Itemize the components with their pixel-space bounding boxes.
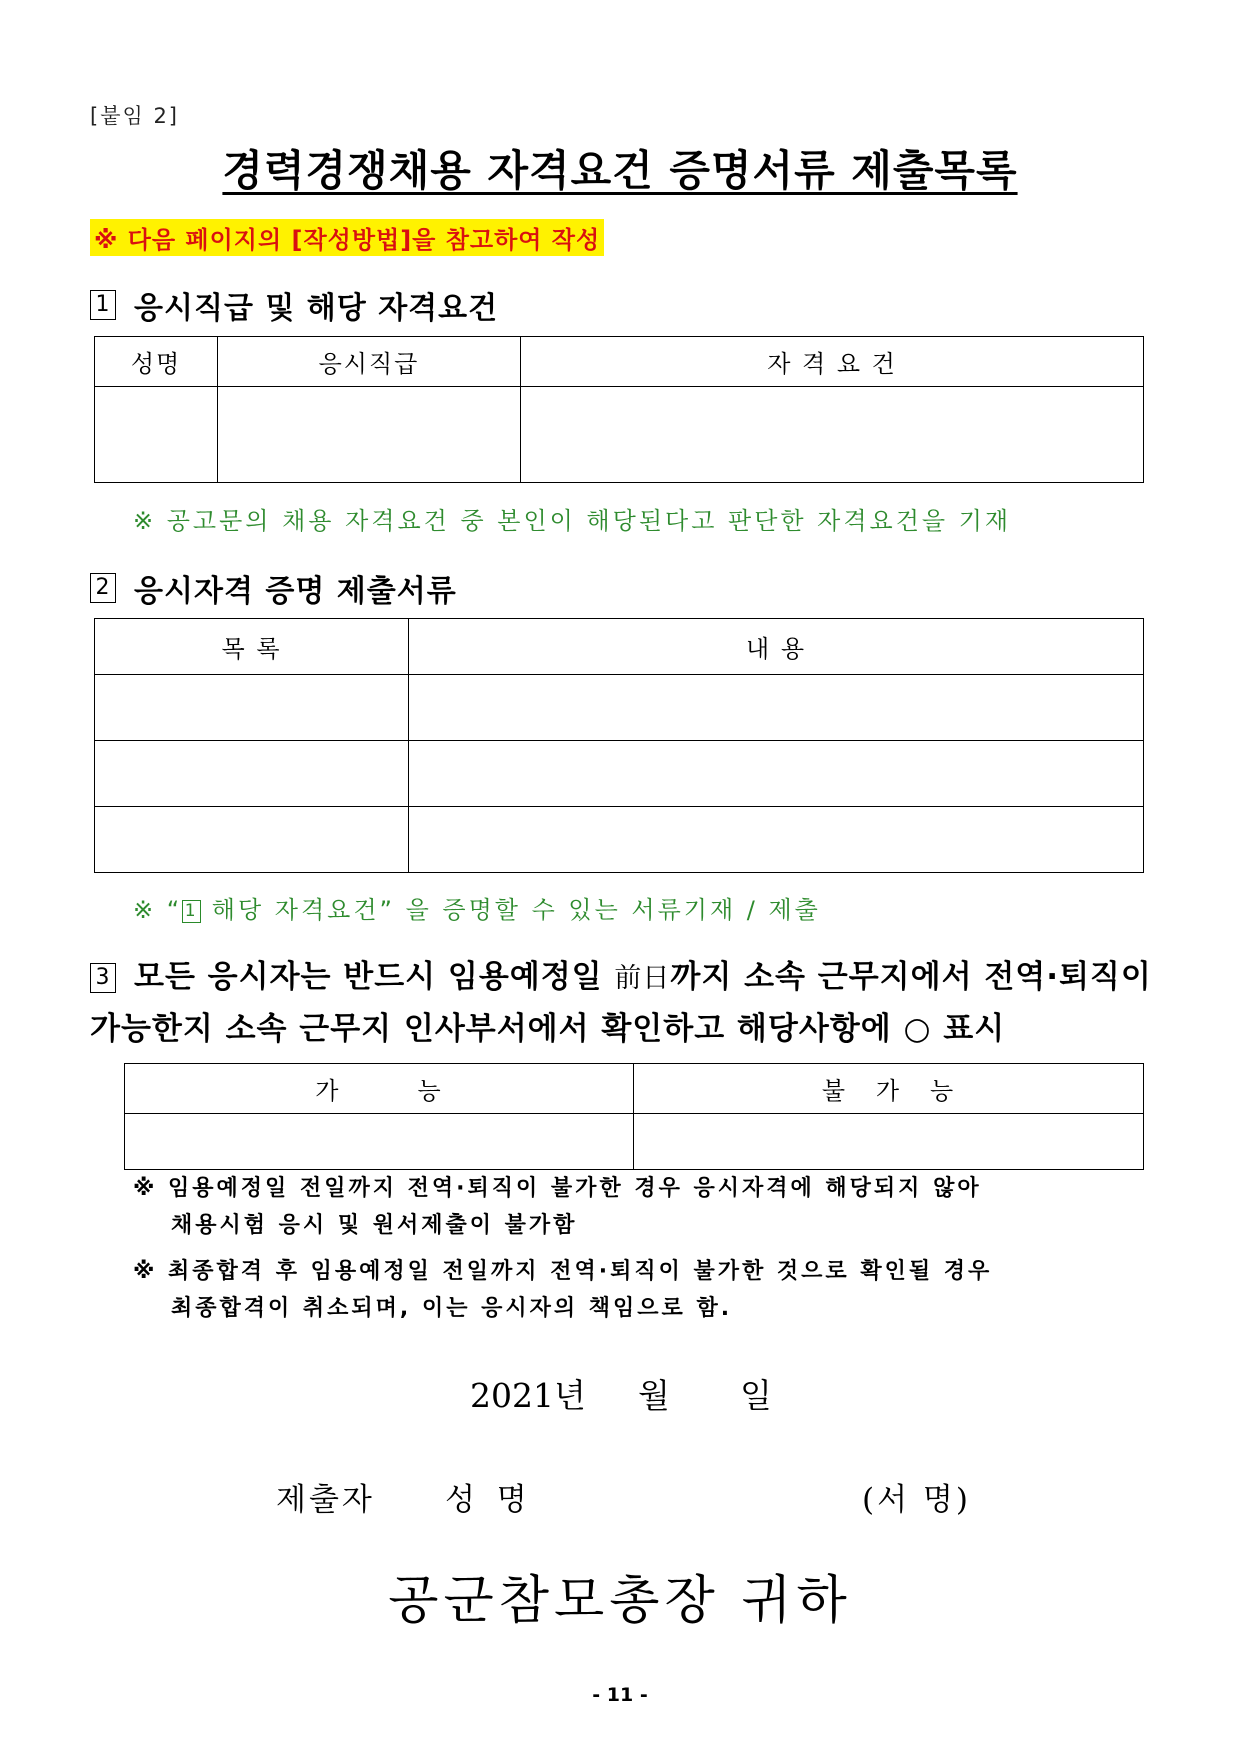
section3-number: 3 (90, 963, 116, 993)
header-name: 성명 (95, 337, 218, 387)
signature-label: (서 명) (862, 1482, 971, 1518)
section1-title: 응시직급 및 해당 자격요건 (134, 291, 499, 326)
section2-note-number: 1 (182, 900, 201, 923)
section2-title: 응시자격 증명 제출서류 (134, 574, 457, 609)
document-content-cell[interactable] (409, 807, 1144, 873)
date-day: 일 (740, 1376, 772, 1415)
section3-title-part2: 까지 소속 근무지에서 전역·퇴직이 가능한지 소속 근무지 인사부서에서 확인하고 해당사항에 ○ 표시 (90, 959, 1152, 1047)
header-position: 응시직급 (218, 337, 521, 387)
section2-heading (90, 566, 457, 610)
section1-note: ※ 공고문의 채용 자격요건 중 본인이 해당된다고 판단한 자격요건을 기재 (133, 507, 1012, 535)
page-title: 경력경쟁채용 자격요건 증명서류 제출목록 (222, 146, 1018, 195)
warning-2-line1: ※ 최종합격 후 임용예정일 전일까지 전역·퇴직이 불가한 것으로 확인될 경우 (133, 1259, 993, 1284)
date-month: 월 (638, 1376, 670, 1415)
section3-heading (90, 952, 1170, 1054)
header-possible: 가 능 (125, 1064, 634, 1114)
highlight-note: ※ 다음 페이지의 [작성방법]을 참고하여 작성 (90, 219, 604, 256)
warning-1-line2: 채용시험 응시 및 원서제출이 불가함 (171, 1213, 578, 1238)
date-year: 2021년 (470, 1376, 586, 1415)
section3-title-hanja: 前日 (614, 963, 671, 994)
document-list-cell[interactable] (95, 807, 409, 873)
section1-number: 1 (90, 290, 116, 320)
page-number: - 11 - (592, 1684, 648, 1706)
possible-cell[interactable] (125, 1114, 634, 1170)
document-list-cell[interactable] (95, 675, 409, 741)
attachment-label: [붙임 2] (90, 104, 179, 128)
name-cell[interactable] (95, 387, 218, 483)
discharge-table (124, 1063, 1144, 1170)
section2-note (133, 890, 821, 925)
qualification-table (94, 336, 1144, 483)
submitter-label: 제출자 (276, 1482, 375, 1518)
section2-note-prefix: ※ “ (133, 896, 183, 924)
header-impossible: 불 가 능 (634, 1064, 1144, 1114)
document-list-cell[interactable] (95, 741, 409, 807)
submitter-name-label: 성 명 (445, 1482, 533, 1518)
warning-1-line1: ※ 임용예정일 전일까지 전역·퇴직이 불가한 경우 응시자격에 해당되지 않아 (133, 1176, 982, 1201)
document-content-cell[interactable] (409, 741, 1144, 807)
section3-title-part1: 모든 응시자는 반드시 임용예정일 (134, 959, 603, 995)
section1-heading (90, 283, 498, 327)
warning-1 (133, 1170, 982, 1244)
header-list: 목 록 (95, 619, 409, 675)
qualification-cell[interactable] (521, 387, 1144, 483)
documents-table (94, 618, 1144, 873)
header-qualification: 자 격 요 건 (521, 337, 1144, 387)
addressee: 공군참모총장 귀하 (388, 1571, 852, 1631)
section2-note-suffix: 해당 자격요건” 을 증명할 수 있는 서류기재 / 제출 (201, 896, 821, 924)
position-cell[interactable] (218, 387, 521, 483)
impossible-cell[interactable] (634, 1114, 1144, 1170)
warning-2-line2: 최종합격이 취소되며, 이는 응시자의 책임으로 함. (171, 1296, 733, 1321)
section2-number: 2 (90, 573, 116, 603)
header-content: 내 용 (409, 619, 1144, 675)
document-content-cell[interactable] (409, 675, 1144, 741)
warning-2 (133, 1253, 992, 1327)
